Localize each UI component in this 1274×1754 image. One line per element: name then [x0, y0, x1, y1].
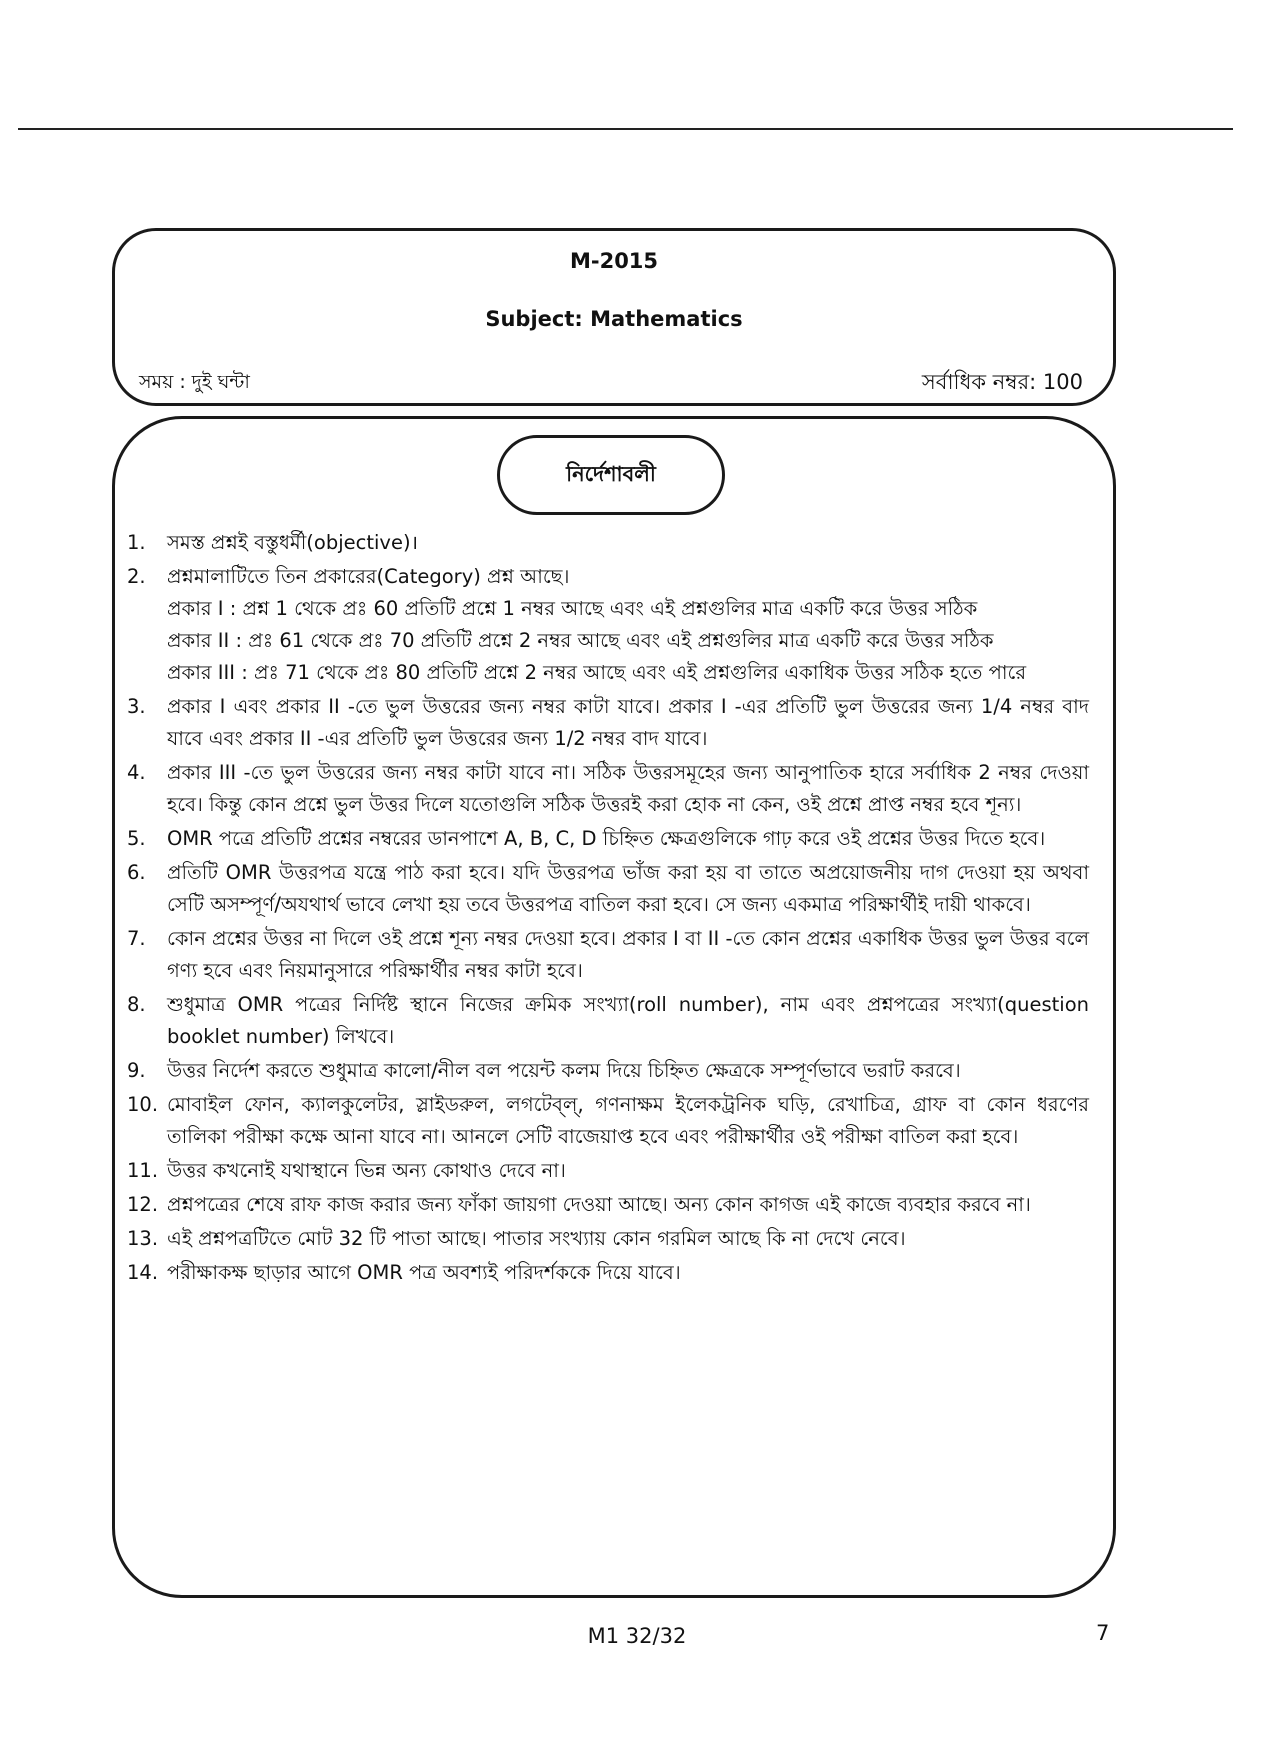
list-item [127, 1189, 1089, 1221]
item-text: শুধুমাত্র OMR পত্রের নির্দিষ্ট স্থানে নিজের ক্রমিক সংখ্যা(roll number), নাম এবং প্রশ্নপত্রের সংখ্যা(question booklet number) লিখবে। [167, 993, 1089, 1048]
item-number: 6. [127, 861, 146, 884]
item-number: 5. [127, 827, 146, 850]
item-text: পরীক্ষাকক্ষ ছাড়ার আগে OMR পত্র অবশ্যই পরিদর্শককে দিয়ে যাবে। [167, 1261, 681, 1284]
item-number: 12. [127, 1193, 159, 1216]
corner-mark: 7 [1096, 1621, 1110, 1645]
list-item [127, 923, 1089, 987]
list-item [127, 823, 1089, 855]
item-number: 11. [127, 1159, 159, 1182]
category-item [167, 625, 1089, 657]
item-text: উত্তর নির্দেশ করতে শুধুমাত্র কালো/নীল বল পয়েন্ট কলম দিয়ে চিহ্নিত ক্ষেত্রকে সম্পূর্ণভাবে ভরাট করবে। [167, 1059, 961, 1082]
category-label: প্রকার II : [167, 629, 249, 652]
category-label: প্রকার I : [167, 597, 243, 620]
category-text: প্রঃ 71 থেকে প্রঃ 80 প্রতিটি প্রশ্নে 2 নম্বর আছে এবং এই প্রশ্নগুলির একাধিক উত্তর সঠিক হতে পারে [254, 661, 1027, 684]
item-number: 13. [127, 1227, 159, 1250]
item-number: 3. [127, 695, 146, 718]
list-item [127, 1223, 1089, 1255]
list-item [127, 857, 1089, 921]
subject-title: Subject: Mathematics [485, 307, 743, 331]
category-item [167, 593, 1089, 625]
instructions-list [127, 527, 1089, 1291]
item-text: প্রশ্নপত্রের শেষে রাফ কাজ করার জন্য ফাঁকা জায়গা দেওয়া আছে। অন্য কোন কাগজ এই কাজে ব্যবহার করবে না। [167, 1193, 1031, 1216]
instructions-box [112, 416, 1116, 1598]
category-text: প্রশ্ন 1 থেকে প্রঃ 60 প্রতিটি প্রশ্নে 1 নম্বর আছে এবং এই প্রশ্নগুলির মাত্র একটি করে উত্তর সঠিক [242, 597, 978, 620]
item-text: প্রশ্নমালাটিতে তিন প্রকারের(Category) প্রশ্ন আছে। [167, 565, 570, 588]
max-marks: সর্বাধিক নম্বর: 100 [921, 370, 1083, 394]
item-number: 14. [127, 1261, 159, 1284]
list-item [127, 989, 1089, 1053]
item-text: OMR পত্রে প্রতিটি প্রশ্নের নম্বরের ডানপাশে A, B, C, D চিহ্নিত ক্ষেত্রগুলিকে গাঢ় করে ওই প্রশ্নের উত্তর দিতে হবে। [167, 827, 1046, 850]
item-number: 2. [127, 565, 146, 588]
instructions-title: নির্দেশাবলী [497, 435, 725, 515]
category-item [167, 657, 1089, 689]
item-text: প্রকার I এবং প্রকার II -তে ভুল উত্তরের জন্য নম্বর কাটা যাবে। প্রকার I -এর প্রতিটি ভুল উত্তরের জন্য 1/4 নম্বর বাদ যাবে এবং প্রকার II -এর প্রতিটি ভুল উত্তরের জন্য 1/2 নম্বর বাদ যাবে। [167, 695, 1089, 750]
list-item [127, 691, 1089, 755]
page-number: M1 32/32 [587, 1624, 687, 1648]
item-text: এই প্রশ্নপত্রটিতে মোট 32 টি পাতা আছে। পাতার সংখ্যায় কোন গরমিল আছে কি না দেখে নেবে। [167, 1227, 906, 1250]
item-text: কোন প্রশ্নের উত্তর না দিলে ওই প্রশ্নে শূন্য নম্বর দেওয়া হবে। প্রকার I বা II -তে কোন প্রশ্নের একাধিক উত্তর ভুল উত্তর বলে গণ্য হবে এবং নিয়মানুসারে পরিক্ষার্থীর নম্বর কাটা হবে। [167, 927, 1089, 982]
item-text: উত্তর কখনোই যথাস্থানে ভিন্ন অন্য কোথাও দেবে না। [167, 1159, 566, 1182]
item-number: 10. [127, 1093, 159, 1116]
category-label: প্রকার III : [167, 661, 254, 684]
item-body [167, 561, 1089, 689]
list-item [127, 757, 1089, 821]
header-box [112, 228, 1116, 406]
time-allowed: সময় : দুই ঘন্টা [139, 371, 250, 393]
list-item [127, 1155, 1089, 1187]
item-number: 7. [127, 927, 146, 950]
top-rule [18, 128, 1233, 130]
category-text: প্রঃ 61 থেকে প্রঃ 70 প্রতিটি প্রশ্নে 2 নম্বর আছে এবং এই প্রশ্নগুলির মাত্র একটি করে উত্তর সঠিক [248, 629, 994, 652]
list-item [127, 1055, 1089, 1087]
item-number: 8. [127, 993, 146, 1016]
exam-code: M-2015 [569, 249, 659, 273]
list-item [127, 527, 1089, 559]
list-item [127, 1257, 1089, 1289]
item-text: প্রতিটি OMR উত্তরপত্র যন্ত্রে পাঠ করা হবে। যদি উত্তরপত্র ভাঁজ করা হয় বা তাতে অপ্রয়োজনীয় দাগ দেওয়া হয় অথবা সেটি অসম্পূর্ণ/অযথার্থ ভাবে লেখা হয় তবে উত্তরপত্র বাতিল করা হবে। সে জন্য একমাত্র পরিক্ষার্থীই দায়ী থাকবে। [167, 861, 1089, 916]
item-number: 4. [127, 761, 146, 784]
list-item [127, 1089, 1089, 1153]
item-number: 1. [127, 531, 146, 554]
item-text: সমস্ত প্রশ্নই বস্তুধর্মী(objective)। [167, 531, 418, 554]
item-text: প্রকার III -তে ভুল উত্তরের জন্য নম্বর কাটা যাবে না। সঠিক উত্তরসমূহের জন্য আনুপাতিক হারে সর্বাধিক 2 নম্বর দেওয়া হবে। কিন্তু কোন প্রশ্নে ভুল উত্তর দিলে যতোগুলি সঠিক উত্তরই করা হোক না কেন, ওই প্রশ্নে প্রাপ্ত নম্বর হবে শূন্য। [167, 761, 1089, 816]
item-number: 9. [127, 1059, 146, 1082]
item-text: মোবাইল ফোন, ক্যালকুলেটর, স্লাইডরুল, লগটেব্‌ল্‌, গণনাক্ষম ইলেকট্রনিক ঘড়ি, রেখাচিত্র, গ্রাফ বা কোন ধরণের তালিকা পরীক্ষা কক্ষে আনা যাবে না। আনলে সেটি বাজেয়াপ্ত হবে এবং পরীক্ষার্থীর ওই পরীক্ষা বাতিল করা হবে। [167, 1093, 1089, 1148]
list-item [127, 561, 1089, 689]
